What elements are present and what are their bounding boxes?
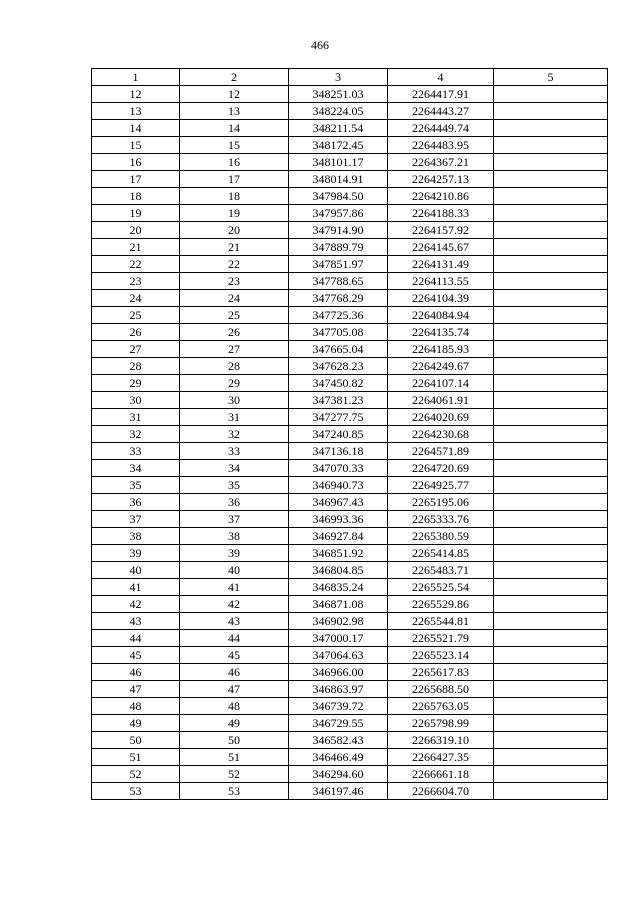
table-cell: 346294.60: [289, 766, 388, 783]
table-cell: 2264157.92: [388, 222, 494, 239]
table-row: [92, 409, 608, 426]
table-cell: [494, 307, 608, 324]
table-cell: [494, 86, 608, 103]
table-row: [92, 545, 608, 562]
table-row: [92, 171, 608, 188]
table-cell: 49: [92, 715, 180, 732]
table-cell: 347914.90: [289, 222, 388, 239]
table-cell: 35: [92, 477, 180, 494]
table-cell: 2266319.10: [388, 732, 494, 749]
table-cell: 36: [92, 494, 180, 511]
table-cell: 2265529.86: [388, 596, 494, 613]
table-cell: 13: [180, 103, 289, 120]
table-cell: 27: [92, 341, 180, 358]
page-number: 466: [311, 38, 329, 52]
table-cell: [494, 596, 608, 613]
table-cell: 46: [92, 664, 180, 681]
table-cell: [494, 375, 608, 392]
table-cell: [494, 647, 608, 664]
table-cell: [494, 171, 608, 188]
table-cell: 34: [92, 460, 180, 477]
table-cell: 43: [180, 613, 289, 630]
table-row: [92, 324, 608, 341]
table-row: [92, 103, 608, 120]
table-cell: 45: [180, 647, 289, 664]
table-cell: 16: [92, 154, 180, 171]
table-row: [92, 205, 608, 222]
table-cell: 47: [180, 681, 289, 698]
table-cell: 2265763.05: [388, 698, 494, 715]
table-cell: 348251.03: [289, 86, 388, 103]
table-cell: [494, 358, 608, 375]
table-row: [92, 290, 608, 307]
table-cell: 346804.85: [289, 562, 388, 579]
table-cell: 2264417.91: [388, 86, 494, 103]
column-header: 4: [388, 69, 494, 86]
table-cell: [494, 715, 608, 732]
table-cell: 347381.23: [289, 392, 388, 409]
table-cell: 42: [180, 596, 289, 613]
table-cell: 30: [180, 392, 289, 409]
table-cell: [494, 579, 608, 596]
table-cell: 346739.72: [289, 698, 388, 715]
table-cell: 50: [180, 732, 289, 749]
table-row: [92, 358, 608, 375]
table-cell: 48: [180, 698, 289, 715]
table-cell: [494, 528, 608, 545]
table-cell: 24: [92, 290, 180, 307]
table-cell: 347064.63: [289, 647, 388, 664]
table-cell: [494, 511, 608, 528]
table-cell: 346197.46: [289, 783, 388, 800]
table-row: [92, 154, 608, 171]
table-cell: 33: [180, 443, 289, 460]
table-cell: 26: [180, 324, 289, 341]
table-cell: 2264367.21: [388, 154, 494, 171]
column-header: 1: [92, 69, 180, 86]
table-cell: [494, 409, 608, 426]
table-cell: 12: [92, 86, 180, 103]
table-cell: 347788.65: [289, 273, 388, 290]
table-cell: 37: [180, 511, 289, 528]
table-cell: 2264084.94: [388, 307, 494, 324]
table-cell: 2264257.13: [388, 171, 494, 188]
table-cell: 2264249.67: [388, 358, 494, 375]
table-cell: 52: [92, 766, 180, 783]
table-row: [92, 715, 608, 732]
table-cell: 2264230.68: [388, 426, 494, 443]
table-cell: 2266661.18: [388, 766, 494, 783]
table-cell: 39: [180, 545, 289, 562]
column-header: 2: [180, 69, 289, 86]
table-cell: 39: [92, 545, 180, 562]
table-cell: 22: [180, 256, 289, 273]
table-cell: 2266604.70: [388, 783, 494, 800]
table-row: [92, 732, 608, 749]
table-cell: 35: [180, 477, 289, 494]
table-cell: [494, 664, 608, 681]
table-cell: 2265525.54: [388, 579, 494, 596]
table-cell: 2265483.71: [388, 562, 494, 579]
table-cell: 2264925.77: [388, 477, 494, 494]
table-cell: 2265333.76: [388, 511, 494, 528]
table-cell: 2264135.74: [388, 324, 494, 341]
table-cell: 346851.92: [289, 545, 388, 562]
table-cell: 17: [92, 171, 180, 188]
table-row: [92, 460, 608, 477]
coordinates-table: [91, 68, 608, 800]
table-cell: 21: [180, 239, 289, 256]
table-cell: 348014.91: [289, 171, 388, 188]
table-cell: 48: [92, 698, 180, 715]
table-cell: 12: [180, 86, 289, 103]
table-cell: 2265523.14: [388, 647, 494, 664]
table-cell: 33: [92, 443, 180, 460]
table-cell: [494, 103, 608, 120]
table-cell: [494, 562, 608, 579]
table-row: [92, 749, 608, 766]
table-cell: 38: [180, 528, 289, 545]
table-cell: [494, 205, 608, 222]
table-cell: 28: [92, 358, 180, 375]
table-cell: 27: [180, 341, 289, 358]
table-row: [92, 392, 608, 409]
table-cell: [494, 766, 608, 783]
table-row: [92, 443, 608, 460]
table-row: [92, 222, 608, 239]
table-cell: 347240.85: [289, 426, 388, 443]
table-cell: 346967.43: [289, 494, 388, 511]
table-cell: 25: [180, 307, 289, 324]
table-cell: 2264720.69: [388, 460, 494, 477]
table-cell: 2265380.59: [388, 528, 494, 545]
table-cell: 348224.05: [289, 103, 388, 120]
table-cell: [494, 477, 608, 494]
table-cell: 346582.43: [289, 732, 388, 749]
table-row: [92, 256, 608, 273]
table-cell: 38: [92, 528, 180, 545]
table-cell: [494, 188, 608, 205]
table-row: [92, 494, 608, 511]
table-cell: 2264131.49: [388, 256, 494, 273]
table-cell: 53: [180, 783, 289, 800]
table-cell: 14: [180, 120, 289, 137]
table-cell: [494, 749, 608, 766]
table-cell: [494, 341, 608, 358]
table-cell: 32: [92, 426, 180, 443]
table-row: [92, 528, 608, 545]
table-cell: 23: [92, 273, 180, 290]
table-row: [92, 596, 608, 613]
table-cell: 346729.55: [289, 715, 388, 732]
table-cell: 20: [180, 222, 289, 239]
table-cell: 2264443.27: [388, 103, 494, 120]
table-body: [92, 86, 608, 800]
table-cell: 346466.49: [289, 749, 388, 766]
table-cell: 26: [92, 324, 180, 341]
table-cell: 19: [92, 205, 180, 222]
table-cell: 37: [92, 511, 180, 528]
table-cell: [494, 630, 608, 647]
table-row: [92, 188, 608, 205]
table-row: [92, 137, 608, 154]
table-cell: 347889.79: [289, 239, 388, 256]
table-row: [92, 120, 608, 137]
table-cell: [494, 324, 608, 341]
table-cell: 17: [180, 171, 289, 188]
table-row: [92, 630, 608, 647]
table-cell: 36: [180, 494, 289, 511]
table-cell: [494, 154, 608, 171]
table-cell: 346940.73: [289, 477, 388, 494]
table-cell: 348172.45: [289, 137, 388, 154]
table-cell: 44: [92, 630, 180, 647]
table-row: [92, 613, 608, 630]
table-cell: 347070.33: [289, 460, 388, 477]
table-cell: 2264020.69: [388, 409, 494, 426]
table-cell: [494, 613, 608, 630]
table-cell: 25: [92, 307, 180, 324]
table-row: [92, 783, 608, 800]
table-cell: 44: [180, 630, 289, 647]
table-cell: 29: [180, 375, 289, 392]
table-cell: [494, 681, 608, 698]
table-cell: [494, 137, 608, 154]
table-cell: 41: [180, 579, 289, 596]
table-cell: 347984.50: [289, 188, 388, 205]
table-cell: 16: [180, 154, 289, 171]
table-cell: [494, 222, 608, 239]
table-cell: 43: [92, 613, 180, 630]
table-cell: 15: [180, 137, 289, 154]
table-cell: [494, 239, 608, 256]
table-cell: [494, 783, 608, 800]
table-row: [92, 511, 608, 528]
table-cell: 348101.17: [289, 154, 388, 171]
table-cell: 30: [92, 392, 180, 409]
table-row: [92, 341, 608, 358]
table-cell: 347628.23: [289, 358, 388, 375]
table-cell: 2264210.86: [388, 188, 494, 205]
table-cell: [494, 443, 608, 460]
table-cell: 2264188.33: [388, 205, 494, 222]
table-cell: 347000.17: [289, 630, 388, 647]
table-row: [92, 86, 608, 103]
table-cell: [494, 460, 608, 477]
table-row: [92, 664, 608, 681]
table-cell: 29: [92, 375, 180, 392]
table-cell: 2264061.91: [388, 392, 494, 409]
table-cell: 40: [180, 562, 289, 579]
table-cell: [494, 392, 608, 409]
table-cell: 346966.00: [289, 664, 388, 681]
table-cell: 346871.08: [289, 596, 388, 613]
table-cell: 346835.24: [289, 579, 388, 596]
table-cell: 51: [180, 749, 289, 766]
table-cell: 2264185.93: [388, 341, 494, 358]
table-cell: 31: [92, 409, 180, 426]
table-cell: 15: [92, 137, 180, 154]
table-cell: 18: [180, 188, 289, 205]
table-cell: 2264483.95: [388, 137, 494, 154]
table-header-row: [92, 69, 608, 86]
table-cell: 2264571.89: [388, 443, 494, 460]
table-row: [92, 562, 608, 579]
table-cell: 23: [180, 273, 289, 290]
table-cell: 20: [92, 222, 180, 239]
table-cell: 347705.08: [289, 324, 388, 341]
table-cell: [494, 545, 608, 562]
table-cell: 347450.82: [289, 375, 388, 392]
table-cell: 2265521.79: [388, 630, 494, 647]
table-cell: 52: [180, 766, 289, 783]
table-cell: 347725.36: [289, 307, 388, 324]
table-cell: 14: [92, 120, 180, 137]
table-cell: [494, 120, 608, 137]
table-cell: 346863.97: [289, 681, 388, 698]
table-cell: 19: [180, 205, 289, 222]
table-cell: 2266427.35: [388, 749, 494, 766]
table-cell: 347957.86: [289, 205, 388, 222]
table-row: [92, 273, 608, 290]
table-row: [92, 426, 608, 443]
table-cell: 18: [92, 188, 180, 205]
table-cell: 13: [92, 103, 180, 120]
column-header: 3: [289, 69, 388, 86]
table-cell: 22: [92, 256, 180, 273]
table-cell: [494, 256, 608, 273]
table-cell: 2265195.06: [388, 494, 494, 511]
table-cell: 2264113.55: [388, 273, 494, 290]
table-cell: 50: [92, 732, 180, 749]
table-cell: 348211.54: [289, 120, 388, 137]
table-cell: 346902.98: [289, 613, 388, 630]
table-cell: 24: [180, 290, 289, 307]
table-cell: 21: [92, 239, 180, 256]
table-row: [92, 579, 608, 596]
table-cell: 2265414.85: [388, 545, 494, 562]
table-cell: 2265798.99: [388, 715, 494, 732]
table-cell: [494, 426, 608, 443]
table-cell: 32: [180, 426, 289, 443]
table-cell: 47: [92, 681, 180, 698]
table-cell: 46: [180, 664, 289, 681]
table-cell: 41: [92, 579, 180, 596]
table-cell: 2265544.81: [388, 613, 494, 630]
table-cell: 2264104.39: [388, 290, 494, 307]
table-cell: 347851.97: [289, 256, 388, 273]
table-cell: 2264145.67: [388, 239, 494, 256]
table-row: [92, 307, 608, 324]
table-cell: 347768.29: [289, 290, 388, 307]
table-cell: 51: [92, 749, 180, 766]
table-cell: 53: [92, 783, 180, 800]
table-cell: 2265617.83: [388, 664, 494, 681]
table-cell: [494, 732, 608, 749]
table-cell: 346927.84: [289, 528, 388, 545]
table-row: [92, 647, 608, 664]
table-cell: 34: [180, 460, 289, 477]
table-cell: 40: [92, 562, 180, 579]
table-row: [92, 375, 608, 392]
table-cell: 347665.04: [289, 341, 388, 358]
table-cell: 2264449.74: [388, 120, 494, 137]
table-row: [92, 698, 608, 715]
table-cell: 347136.18: [289, 443, 388, 460]
table-cell: 2265688.50: [388, 681, 494, 698]
column-header: 5: [494, 69, 608, 86]
table-row: [92, 477, 608, 494]
table-row: [92, 766, 608, 783]
table-row: [92, 681, 608, 698]
table-cell: 346993.36: [289, 511, 388, 528]
table-cell: 45: [92, 647, 180, 664]
table-row: [92, 239, 608, 256]
table-cell: [494, 273, 608, 290]
table-cell: 31: [180, 409, 289, 426]
table-cell: [494, 494, 608, 511]
table-cell: 42: [92, 596, 180, 613]
table-cell: [494, 290, 608, 307]
table-cell: 2264107.14: [388, 375, 494, 392]
table-cell: 347277.75: [289, 409, 388, 426]
table-cell: 49: [180, 715, 289, 732]
table-cell: [494, 698, 608, 715]
table-cell: 28: [180, 358, 289, 375]
